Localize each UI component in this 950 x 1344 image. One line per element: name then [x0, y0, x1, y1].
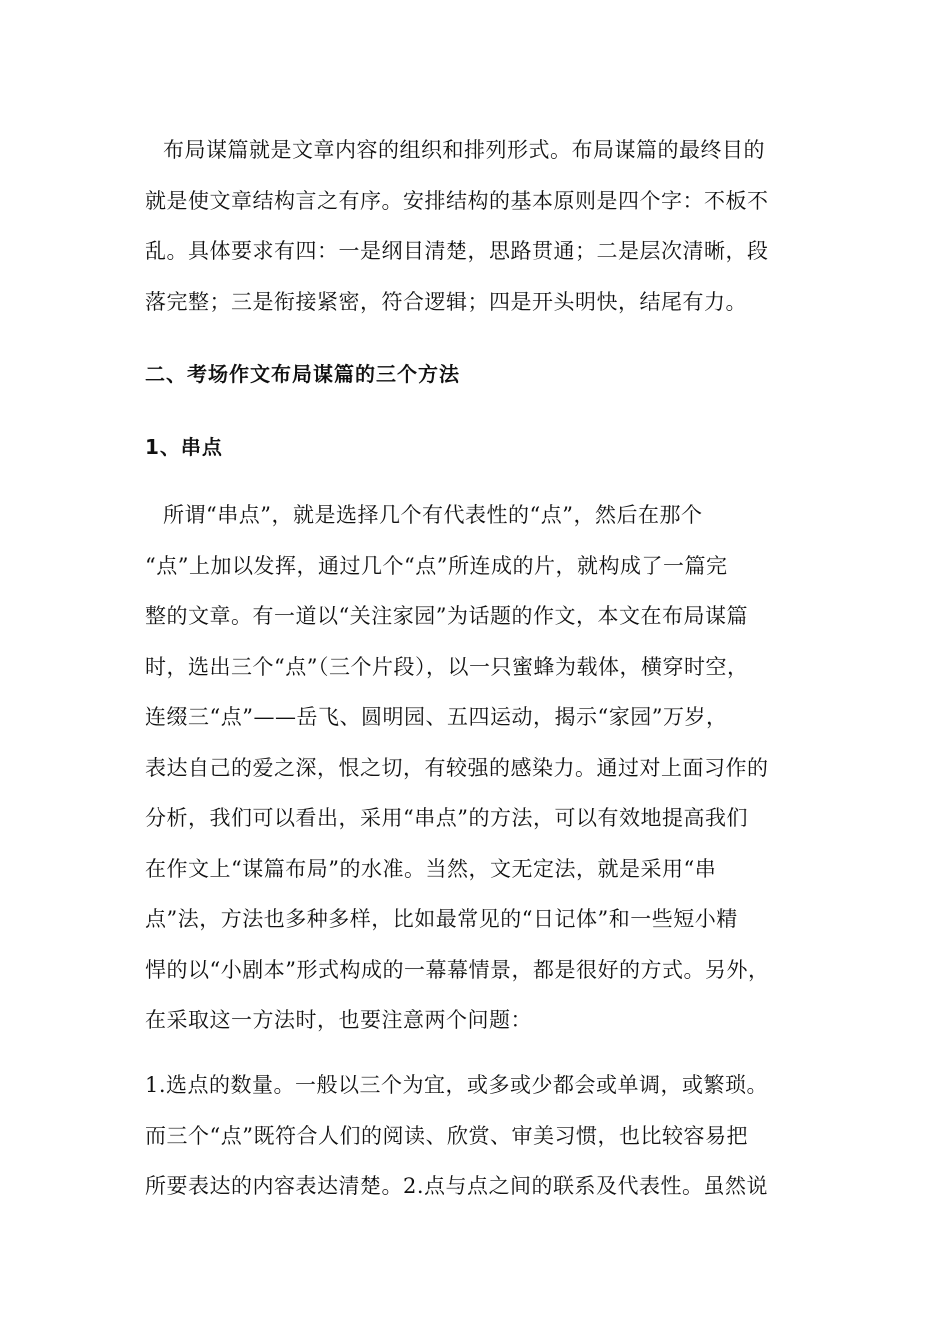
text-line: 1.选点的数量。一般以三个为宜，或多或少都会或单调，或繁琐。 [145, 1073, 769, 1097]
text-line: 整的文章。有一道以“关注家园”为话题的作文，本文在布局谋篇 [145, 604, 748, 628]
text-line: 点”法，方法也多种多样，比如最常见的“日记体”和一些短小精 [145, 907, 738, 931]
text-line: 落完整；三是衔接紧密，符合逻辑；四是开头明快，结尾有力。 [145, 289, 747, 314]
intro-paragraph [145, 125, 805, 327]
text-line: 所谓“串点”，就是选择几个有代表性的“点”，然后在那个 [163, 503, 703, 527]
text-line: 在作文上“谋篇布局”的水准。当然，文无定法，就是采用“串 [145, 856, 717, 881]
text-line: 就是使文章结构言之有序。安排结构的基本原则是四个字：不板不 [145, 188, 769, 213]
text-line: 悍的以“小剧本”形式构成的一幕幕情景，都是很好的方式。另外， [145, 957, 770, 982]
text-line: 所要表达的内容表达清楚。2.点与点之间的联系及代表性。虽然说 [145, 1174, 769, 1198]
text-line: 分析，我们可以看出，采用“串点”的方法，可以有效地提高我们 [145, 806, 748, 830]
text-line: 时，选出三个“点”（三个片段），以一只蜜蜂为载体，横穿时空， [145, 654, 749, 679]
text-line: “点”上加以发挥，通过几个“点”所连成的片，就构成了一篇完 [145, 553, 728, 578]
text-line: 在采取这一方法时，也要注意两个问题： [145, 1008, 532, 1032]
text-line: 连缀三“点”——岳飞、圆明园、五四运动，揭示“家园”万岁， [145, 705, 728, 729]
text-line: 表达自己的爱之深，恨之切，有较强的感染力。通过对上面习作的 [145, 755, 769, 780]
subsection-heading: 1、串点 [145, 435, 223, 459]
notes-paragraph [145, 1060, 805, 1212]
method-paragraph [145, 490, 805, 1046]
section-heading: 二、考场作文布局谋篇的三个方法 [145, 362, 460, 386]
text-line: 而三个“点”既符合人们的阅读、欣赏、审美习惯，也比较容易把 [145, 1123, 748, 1148]
text-line: 布局谋篇就是文章内容的组织和排列形式。布局谋篇的最终目的 [163, 138, 765, 162]
text-line: 乱。具体要求有四：一是纲目清楚，思路贯通；二是层次清晰，段 [145, 239, 769, 263]
